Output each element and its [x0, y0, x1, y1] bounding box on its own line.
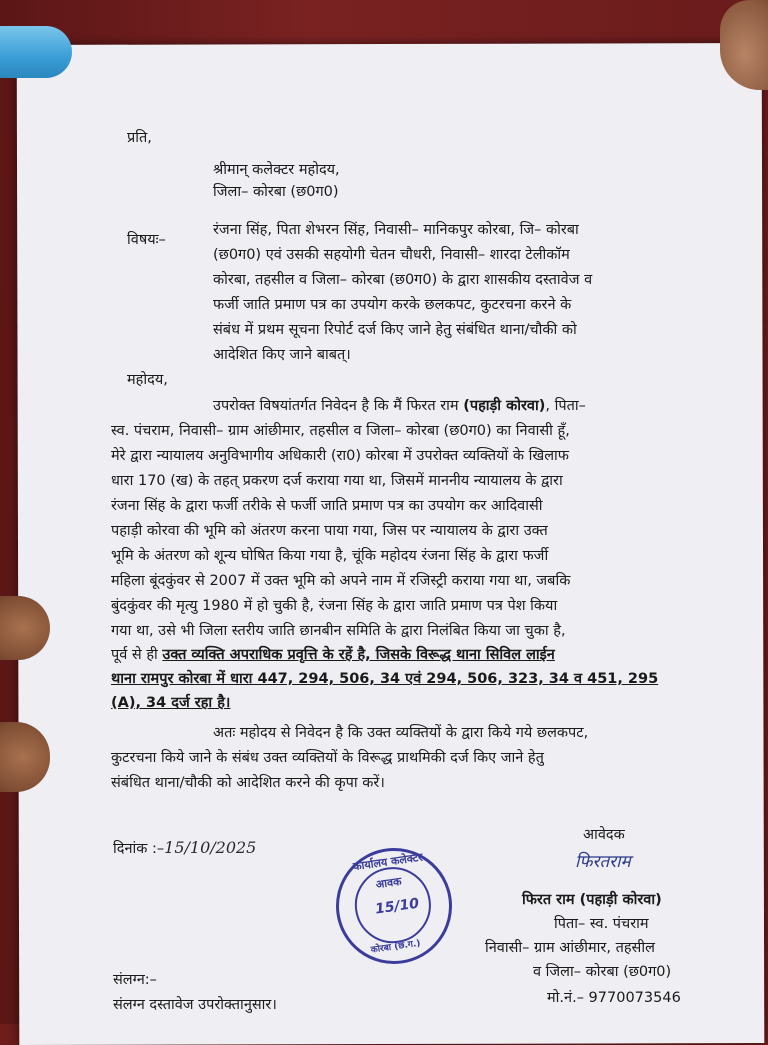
date-value: 15/10/2025: [164, 838, 257, 857]
subject-line: कोरबा, तहसील व जिला– कोरबा (छ0ग0) के द्वारा शासकीय दस्तावेज व: [213, 272, 593, 288]
enclosure-text: संलग्न दस्तावेज उपरोक्तानुसार।: [113, 997, 277, 1013]
office-stamp: [328, 840, 459, 971]
body-line: महिला बूंदकुंवर से 2007 में उक्त भूमि को अपने नाम में रजिस्ट्री कराया गया था, जबकि: [111, 573, 571, 589]
enclosure-label: संलग्न:–: [113, 972, 157, 988]
body-last-line: [111, 645, 555, 665]
addressee-line-2: जिला– कोरबा (छ0ग0): [213, 184, 339, 200]
body-line: रंजना सिंह के द्वारा फर्जी तरीके से फर्जी जाति प्रमाण पत्र का उपयोग कर आदिवासी: [111, 498, 543, 514]
body-line: बुंदकुंवर की मृत्यु 1980 में हो चुकी है, रंजना सिंह के द्वारा जाति प्रमाण पत्र पेश किया: [111, 598, 558, 614]
body-bold-underline: उक्त व्यक्ति अपराधिक प्रवृत्ति के रहें है, जिसके विरूद्ध थाना सिविल लाईन: [162, 647, 555, 663]
applicant-address-1: निवासी– ग्राम आंछीमार, तहसील: [485, 940, 655, 956]
body-bold-line-2: थाना रामपुर कोरबा में धारा 447, 294, 506, 34 एवं 294, 506, 323, 34 व 451, 295: [111, 671, 659, 687]
body-bold-text: (पहाड़ी कोरवा): [463, 398, 546, 414]
applicant-signature: फिरतराम: [575, 852, 631, 872]
body-first-line: [213, 396, 586, 416]
closing-line: कुटरचना किये जाने के संबंध उक्त व्यक्तियों के विरूद्ध प्राथमिकी दर्ज किए जाने हेतु: [111, 750, 544, 766]
body-line: स्व. पंचराम, निवासी– ग्राम आंछीमार, तहसील व जिला– कोरबा (छ0ग0) का निवासी हूँ,: [111, 423, 570, 439]
applicant-father: पिता– स्व. पंचराम: [554, 916, 649, 932]
date-row: [113, 838, 256, 859]
subject-line: रंजना सिंह, पिता शेभरन सिंह, निवासी– मानिकपुर कोरबा, जि– कोरबा: [213, 222, 579, 238]
body-line: भूमि के अंतरण को शून्य घोषित किया गया है, चूंकि महोदय रंजना सिंह के द्वारा फर्जी: [111, 548, 549, 564]
closing-line: संबंधित थाना/चौकी को आदेशित करने की कृपा करें।: [111, 775, 385, 791]
stamp-top-text: कार्यालय कलेक्टर: [352, 850, 424, 874]
subject-line: आदेशित किए जाने बाबत्।: [213, 347, 351, 363]
applicant-label: आवेदक: [583, 827, 625, 843]
subject-line: संबंध में प्रथम सूचना रिपोर्ट दर्ज किए जाने हेतु संबंधित थाना/चौकी को: [213, 322, 577, 338]
body-line: गया था, उसे भी जिला स्तरीय जाति छानबीन समिति के द्वारा निलंबित किया जा चुका है,: [111, 623, 566, 639]
applicant-name: फिरत राम (पहाड़ी कोरवा): [522, 892, 662, 908]
addressee-line-1: श्रीमान् कलेक्टर महोदय,: [213, 162, 340, 178]
body-line: मेरे द्वारा न्यायालय अनुविभागीय अधिकारी (रा0) कोरबा में उपरोक्त व्यक्तियों के खिलाफ: [111, 448, 569, 464]
applicant-address-2: व जिला– कोरबा (छ0ग0): [533, 964, 672, 980]
subject-line: (छ0ग0) एवं उसकी सहयोगी चेतन चौधरी, निवासी– शारदा टेलीकॉम: [213, 247, 570, 263]
stamp-middle-text: आवक: [374, 874, 403, 892]
body-line: धारा 170 (ख) के तहत् प्रकरण दर्ज कराया गया था, जिसमें माननीय न्यायालय के द्वारा: [111, 473, 563, 489]
stamp-bottom-text: कोरबा (छ.ग.): [370, 938, 422, 956]
body-text: उपरोक्त विषयांतर्गत निवेदन है कि मैं फिरत राम: [213, 398, 464, 414]
subject-label: विषयः–: [127, 232, 166, 248]
body-text: , पिता–: [545, 398, 586, 414]
applicant-mobile: मो.नं.– 9770073546: [547, 990, 681, 1006]
subject-line: फर्जी जाति प्रमाण पत्र का उपयोग करके छलकपट, कुटरचना करने के: [213, 297, 572, 313]
to-label: प्रति,: [127, 130, 152, 146]
closing-line: अतः महोदय से निवेदन है कि उक्त व्यक्तियों के द्वारा किये गये छलकपट,: [213, 725, 589, 741]
date-label: दिनांक :–: [113, 841, 165, 857]
body-bold-line-3: (A), 34 दर्ज रहा है।: [111, 695, 231, 711]
body-line: पहाड़ी कोरवा की भूमि को अंतरण करना पाया गया, जिस पर न्यायालय के द्वारा उक्त: [111, 523, 548, 539]
salutation: महोदय,: [127, 372, 168, 388]
stamp-date: 15/10: [374, 895, 421, 918]
body-text: पूर्व से ही: [111, 647, 163, 663]
